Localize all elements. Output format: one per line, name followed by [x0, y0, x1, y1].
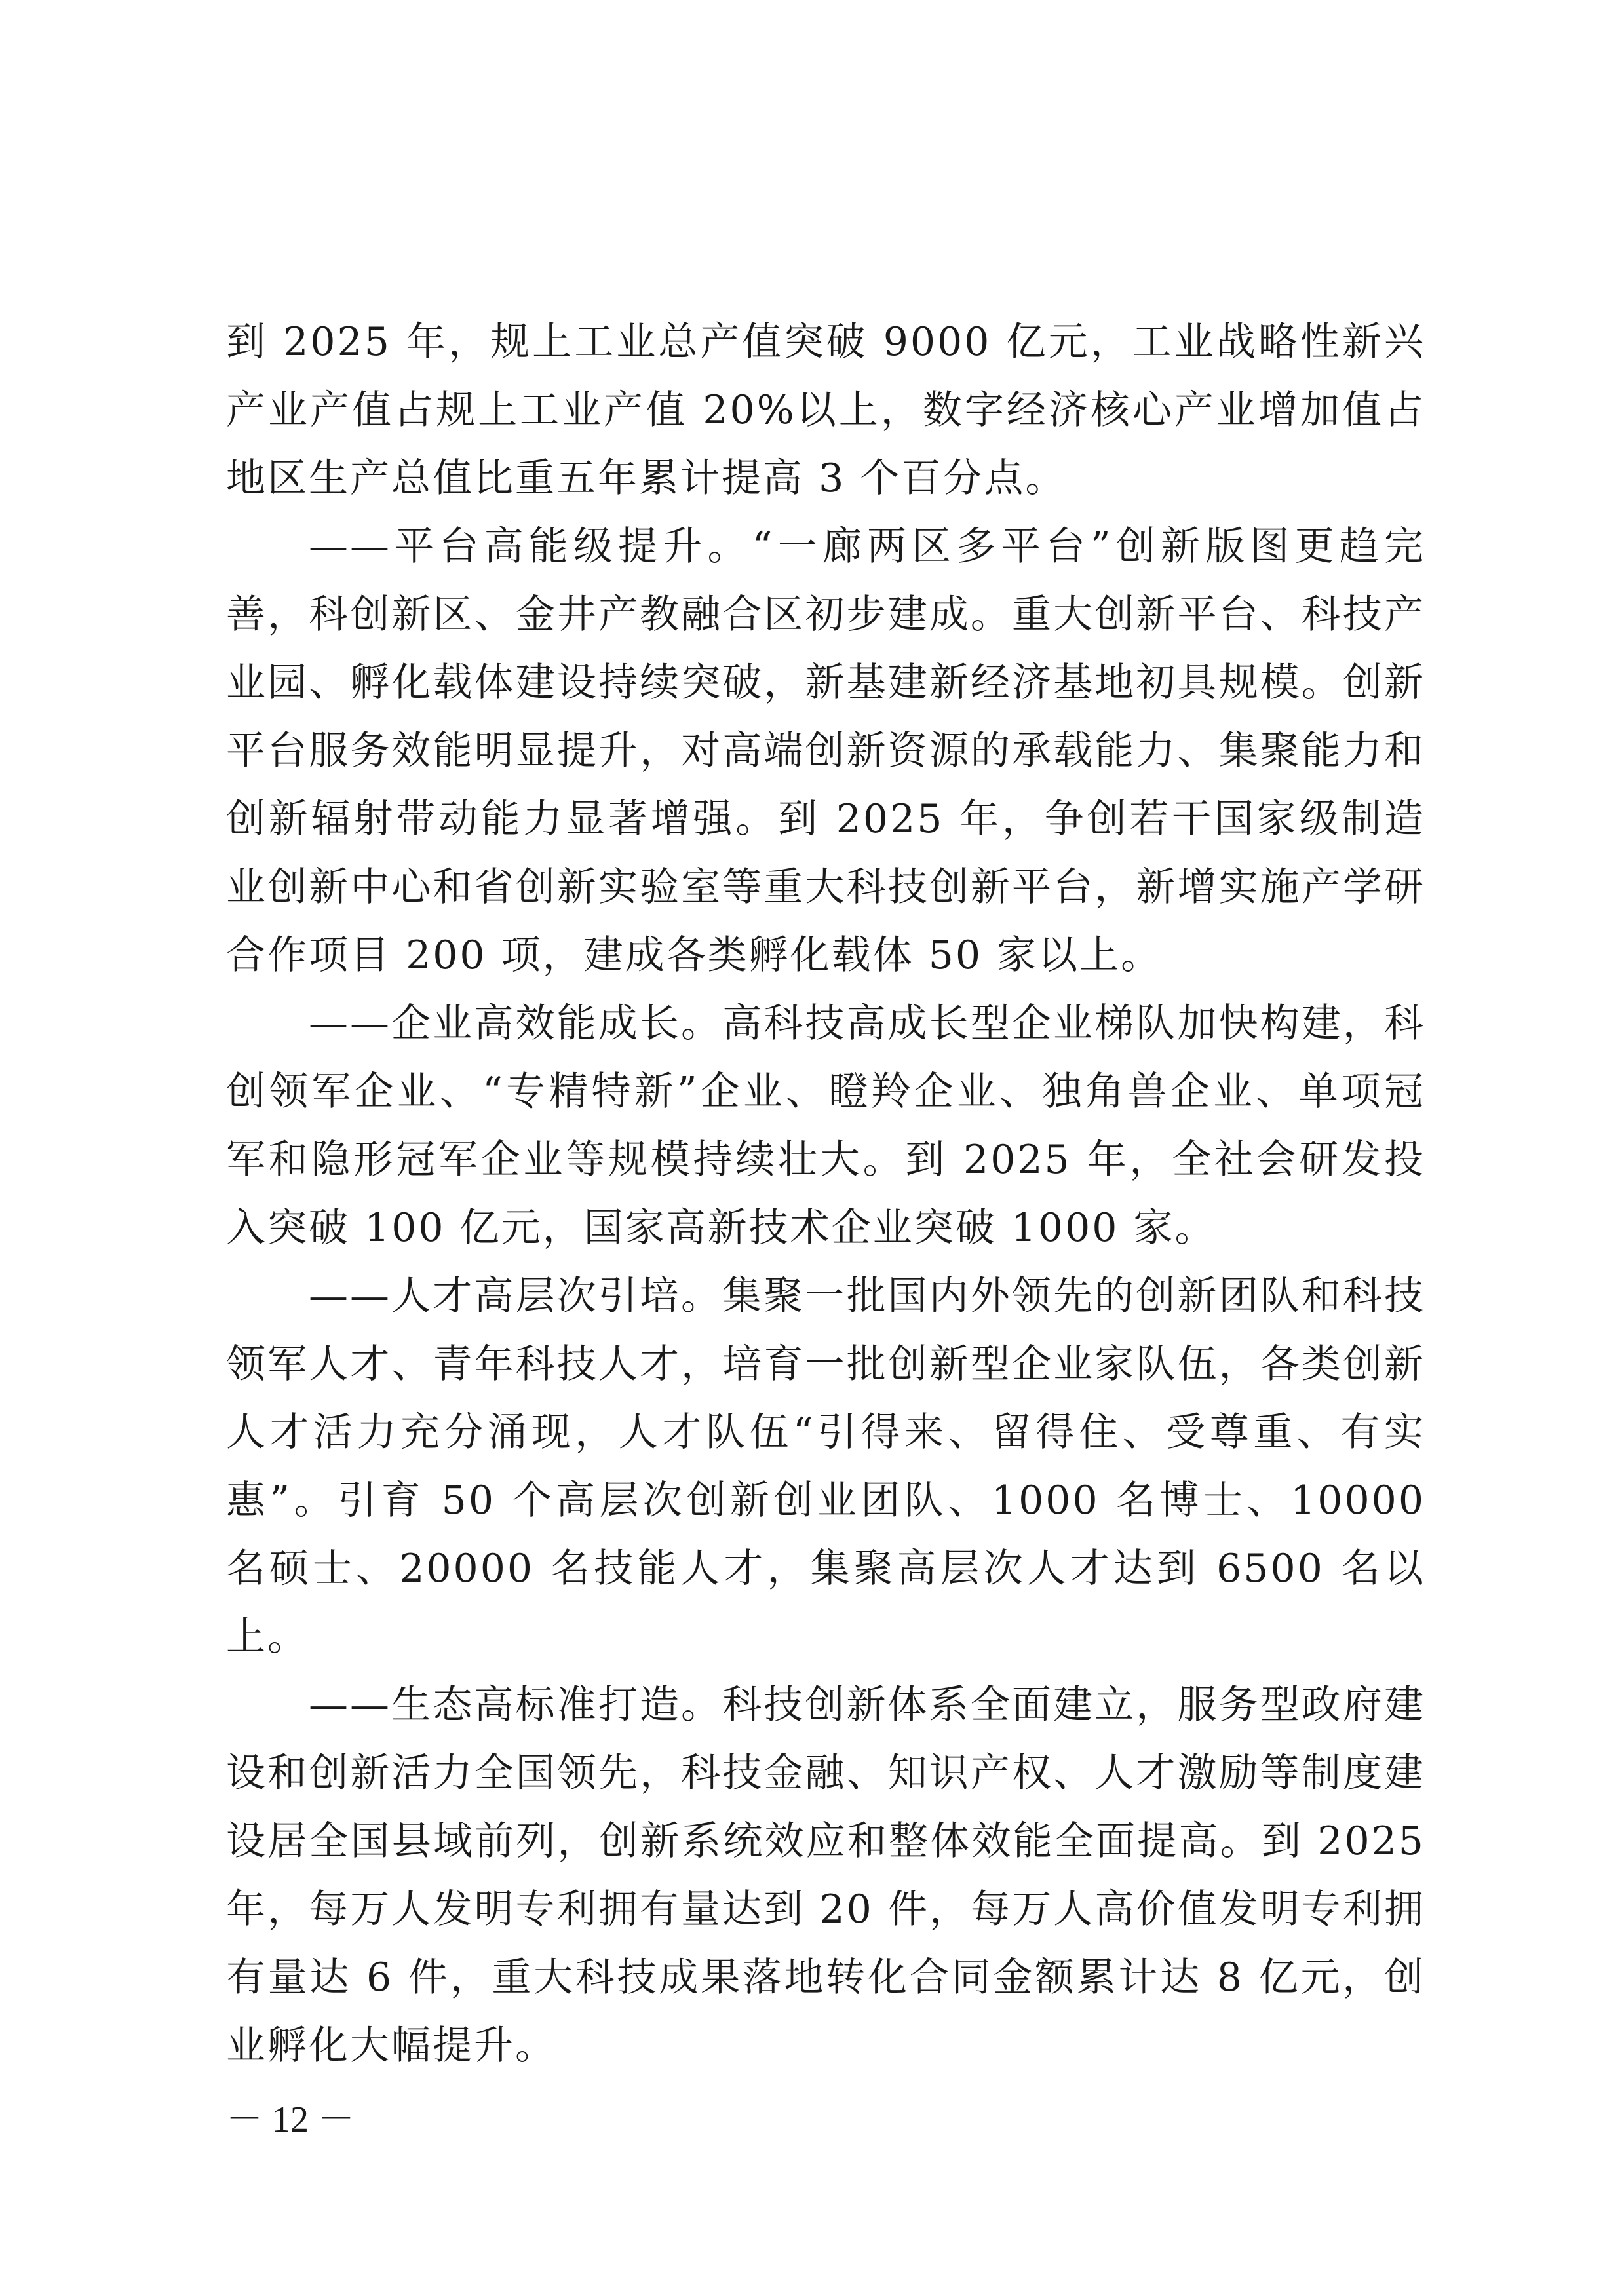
body-text: [226, 308, 1425, 2080]
paragraph-enterprise: ——企业高效能成长。高科技高成长型企业梯队加快构建，科创领军企业、“专精特新”企业、瞪羚企业、独角兽企业、单项冠军和隐形冠军企业等规模持续壮大。到 2025 年，全社会研发投入突破 100 亿元，国家高新技术企业突破 1000 家。: [226, 1001, 1425, 1251]
paragraph-talent: ——人才高层次引培。集聚一批国内外领先的创新团队和科技领军人才、青年科技人才，培育一批创新型企业家队伍，各类创新人才活力充分涌现，人才队伍“引得来、留得住、受尊重、有实惠”。引育 50 个高层次创新创业团队、1000 名博士、10000 名硕士、20000 名技能人才，集聚高层次人才达到 6500 名以上。: [226, 1273, 1425, 1660]
paragraph-platform: ——平台高能级提升。“一廊两区多平台”创新版图更趋完善，科创新区、金井产教融合区初步建成。重大创新平台、科技产业园、孵化载体建设持续突破，新基建新经济基地初具规模。创新平台服务效能明显提升，对高端创新资源的承载能力、集聚能力和创新辐射带动能力显著增强。到 2025 年，争创若干国家级制造业创新中心和省创新实验室等重大科技创新平台，新增实施产学研合作项目 200 项，建成各类孵化载体 50 家以上。: [226, 524, 1425, 978]
paragraph-industry-targets: 到 2025 年，规上工业总产值突破 9000 亿元，工业战略性新兴产业产值占规上工业产值 20%以上，数字经济核心产业增加值占地区生产总值比重五年累计提高 3 个百分点。: [226, 319, 1425, 501]
paragraph-ecosystem: ——生态高标准打造。科技创新体系全面建立，服务型政府建设和创新活力全国领先，科技金融、知识产权、人才激励等制度建设居全国县域前列，创新系统效应和整体效能全面提高。到 2025 年，每万人发明专利拥有量达到 20 件，每万人高价值发明专利拥有量达 6 件，重大科技成果落地转化合同金额累计达 8 亿元，创业孵化大幅提升。: [226, 1682, 1425, 2069]
page-number: － 12 －: [226, 2099, 355, 2140]
